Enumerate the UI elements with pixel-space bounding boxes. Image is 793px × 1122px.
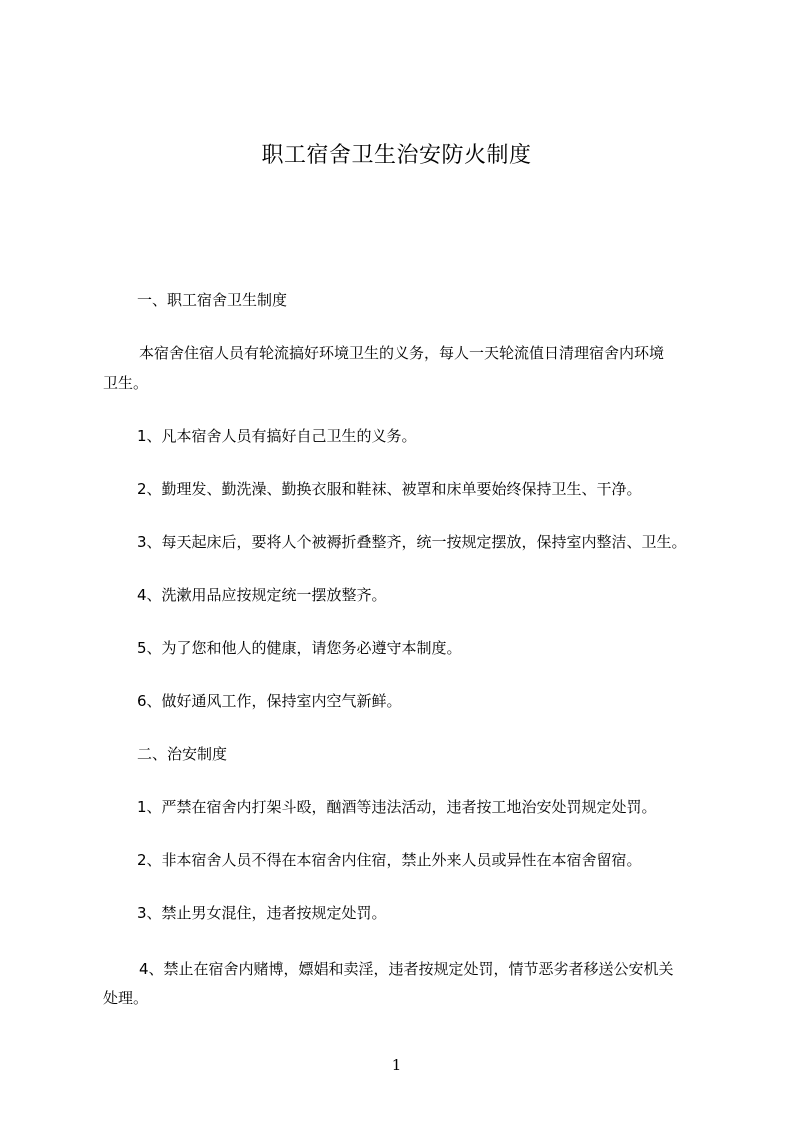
section1-item-3: 3、每天起床后，要将人个被褥折叠整齐，统一按规定摆放，保持室内整洁、卫生。 xyxy=(137,533,687,551)
section1-intro-line2: 卫生。 xyxy=(103,374,149,392)
document-title: 职工宿舍卫生治安防火制度 xyxy=(261,143,532,168)
section1-item-6: 6、做好通风工作，保持室内空气新鲜。 xyxy=(137,692,402,710)
section1-heading: 一、职工宿舍卫生制度 xyxy=(137,291,288,309)
section2-item-2: 2、非本宿舍人员不得在本宿舍内住宿，禁止外来人员或异性在本宿舍留宿。 xyxy=(137,851,642,869)
section1-item-1: 1、凡本宿舍人员有搞好自己卫生的义务。 xyxy=(137,427,417,445)
section2-item-3: 3、禁止男女混住，违者按规定处罚。 xyxy=(137,904,387,922)
section2-heading: 二、治安制度 xyxy=(137,745,228,763)
section1-item-5: 5、为了您和他人的健康，请您务必遵守本制度。 xyxy=(137,639,462,657)
section2-item-4-line2: 处理。 xyxy=(103,989,149,1007)
section1-item-4: 4、洗漱用品应按规定统一摆放整齐。 xyxy=(137,586,387,604)
page-number: 1 xyxy=(391,1056,402,1074)
section1-item-2: 2、勤理发、勤洗澡、勤换衣服和鞋袜、被罩和床单要始终保持卫生、干净。 xyxy=(137,480,642,498)
section2-item-1: 1、严禁在宿舍内打架斗殴，酗酒等违法活动，违者按工地治安处罚规定处罚。 xyxy=(137,798,657,816)
section1-intro-line1: 本宿舍住宿人员有轮流搞好环境卫生的义务，每人一天轮流值日清理宿舍内环境 xyxy=(139,344,665,362)
section2-item-4-line1: 4、禁止在宿舍内赌博，嫖娼和卖淫，违者按规定处罚，情节恶劣者移送公安机关 xyxy=(139,960,674,978)
